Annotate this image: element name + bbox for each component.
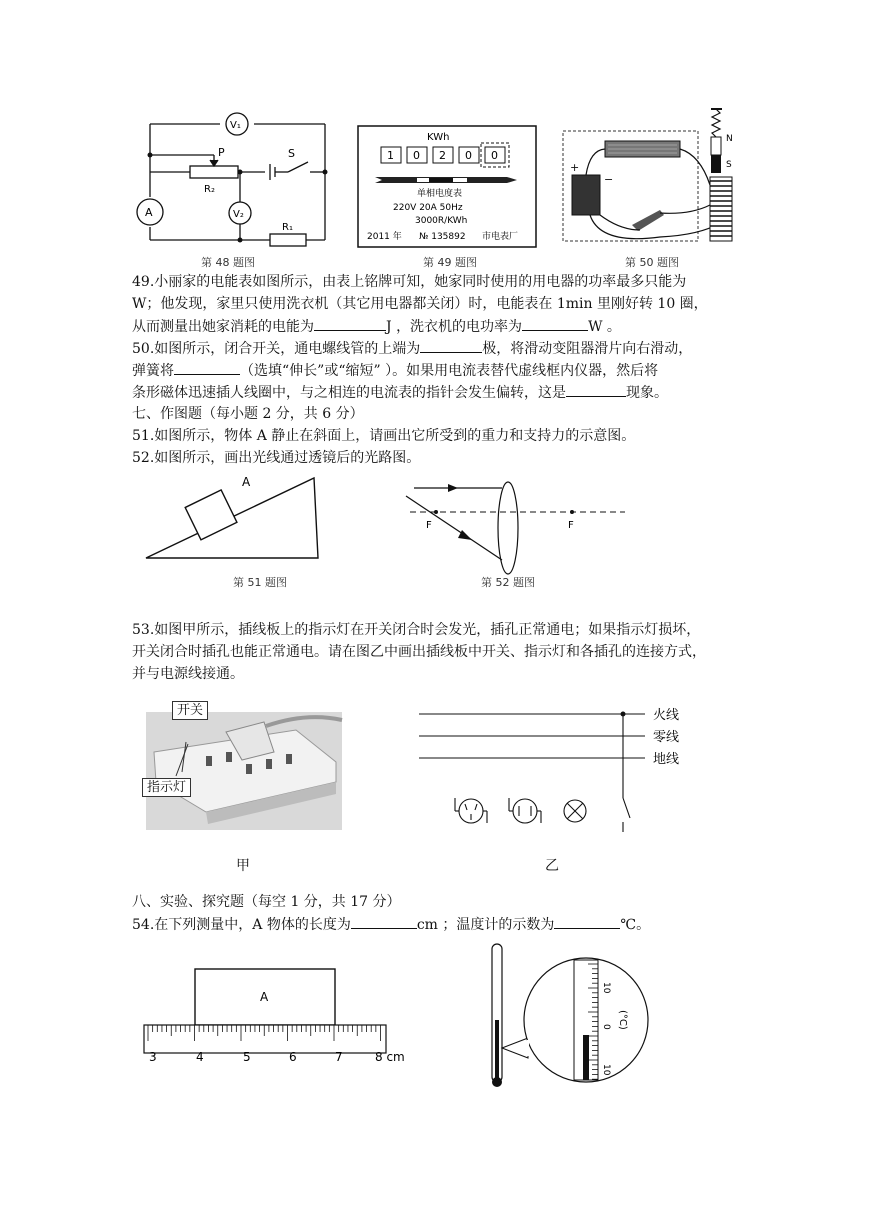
v1-label: V₁ — [230, 120, 241, 131]
svg-text:−: − — [604, 173, 614, 186]
therm-unit: (°C) — [617, 1010, 628, 1030]
p-label: P — [218, 146, 225, 159]
meter-unit: KWh — [427, 132, 450, 143]
fig52-lens — [400, 480, 630, 575]
ruler-tick-4: 4 — [196, 1050, 204, 1064]
live-wire-label: 火线 — [653, 708, 680, 723]
wiring-diagram — [415, 698, 695, 838]
meter-serial: № 135892 — [419, 232, 466, 242]
caption-yi: 乙 — [545, 858, 559, 874]
q49-line2: W；他发现，家里只使用洗衣机（其它用电器都关闭）时，电能表在 1min 里刚好转 10 圈， — [132, 296, 708, 312]
fig48-circuit — [130, 112, 330, 252]
svg-text:+: + — [570, 161, 580, 174]
fig52-caption: 第 52 题图 — [481, 576, 535, 589]
therm-tick-zero: 0 — [601, 1024, 611, 1030]
s-label: S — [288, 147, 295, 160]
fig50-caption: 第 50 题图 — [625, 256, 679, 269]
q51-text: 51.如图所示，物体 A 静止在斜面上，请画出它所受到的重力和支持力的示意图。 — [132, 428, 636, 444]
indicator-callout: 指示灯 — [142, 778, 191, 797]
ruler-tick-7: 7 — [335, 1050, 343, 1064]
meter-maker: 市电表厂 — [482, 232, 519, 242]
q53-line2: 开关闭合时插孔也能正常通电。请在图乙中画出插线板中开关、指示灯和各插孔的连接方式， — [132, 644, 706, 660]
answer-blank[interactable] — [566, 382, 626, 397]
meter-spec1: 220V 20A 50Hz — [393, 203, 463, 213]
meter-spec2: 3000R/KWh — [415, 216, 468, 226]
fig50-solenoid — [560, 105, 740, 255]
a-label: A — [145, 206, 153, 219]
meter-digit-3: 2 — [439, 149, 446, 162]
section8-heading: 八、实验、探究题（每空 1 分，共 17 分） — [132, 894, 401, 910]
answer-blank[interactable] — [174, 360, 240, 375]
focus-left: F — [426, 520, 432, 531]
therm-tick-bottom: 10 — [601, 1064, 611, 1076]
q52-text: 52.如图所示，画出光线通过透镜后的光路图。 — [132, 450, 421, 466]
ruler-figure — [140, 965, 405, 1065]
focus-right: F — [568, 520, 574, 531]
answer-blank[interactable] — [522, 316, 588, 331]
caption-jia: 甲 — [236, 858, 250, 874]
meter-year: 2011 年 — [367, 232, 402, 242]
fig51-caption: 第 51 题图 — [233, 576, 287, 589]
magnet-s: S — [726, 160, 732, 170]
answer-blank[interactable] — [420, 338, 482, 353]
q50-line1: 50.如图所示，闭合开关，通电螺线管的上端为 极，将滑动变阻器滑片向右滑动， — [132, 338, 692, 359]
fig51-incline — [140, 468, 330, 568]
meter-digit-5: 0 — [491, 149, 498, 162]
r2-label: R₂ — [204, 184, 215, 195]
q53-line3: 并与电源线接通。 — [132, 666, 244, 682]
meter-digit-1: 1 — [387, 149, 394, 162]
object-a-label: A — [260, 990, 269, 1004]
fig48-caption: 第 48 题图 — [201, 256, 255, 269]
q49-line3: 从而测量出她家消耗的电能为 J ，洗衣机的电功率为 W 。 — [132, 316, 621, 337]
q49-line1: 49.小丽家的电能表如图所示，由表上铭牌可知，她家同时使用的用电器的功率最多只能为 — [132, 274, 687, 290]
ground-wire-label: 地线 — [653, 752, 680, 767]
answer-blank[interactable] — [351, 914, 417, 929]
q53-line1: 53.如图甲所示，插线板上的指示灯在开关闭合时会发光，插孔正常通电；如果指示灯损坏， — [132, 622, 701, 638]
block-a-label: A — [242, 475, 251, 489]
ruler-tick-8: 8 cm — [375, 1050, 405, 1064]
ruler-tick-5: 5 — [243, 1050, 251, 1064]
v2-label: V₂ — [233, 209, 244, 220]
q50-line3: 条形磁体迅速插人线圈中，与之相连的电流表的指针会发生偏转，这是 现象。 — [132, 382, 668, 403]
meter-title: 单相电度表 — [417, 189, 463, 199]
neutral-wire-label: 零线 — [653, 730, 680, 745]
ruler-tick-6: 6 — [289, 1050, 297, 1064]
answer-blank[interactable] — [554, 914, 620, 929]
r1-label: R₁ — [282, 222, 293, 233]
magnet-n: N — [726, 134, 733, 144]
thermometer-figure — [488, 940, 668, 1090]
switch-callout: 开关 — [172, 701, 208, 720]
fig49-caption: 第 49 题图 — [423, 256, 477, 269]
power-strip-photo — [146, 712, 342, 830]
fig49-meter — [357, 125, 537, 248]
meter-digit-2: 0 — [413, 149, 420, 162]
meter-digit-4: 0 — [465, 149, 472, 162]
answer-blank[interactable] — [314, 316, 386, 331]
ruler-tick-3: 3 — [149, 1050, 157, 1064]
therm-tick-top: 10 — [601, 982, 611, 994]
section7-heading: 七、作图题（每小题 2 分，共 6 分） — [132, 406, 364, 422]
q50-line2: 弹簧将 （选填“伸长”或“缩短” ）。如果用电流表替代虚线框内仪器，然后将 — [132, 360, 658, 381]
q54-text: 54.在下列测量中，A 物体的长度为 cm ；温度计的示数为 ℃。 — [132, 914, 650, 935]
